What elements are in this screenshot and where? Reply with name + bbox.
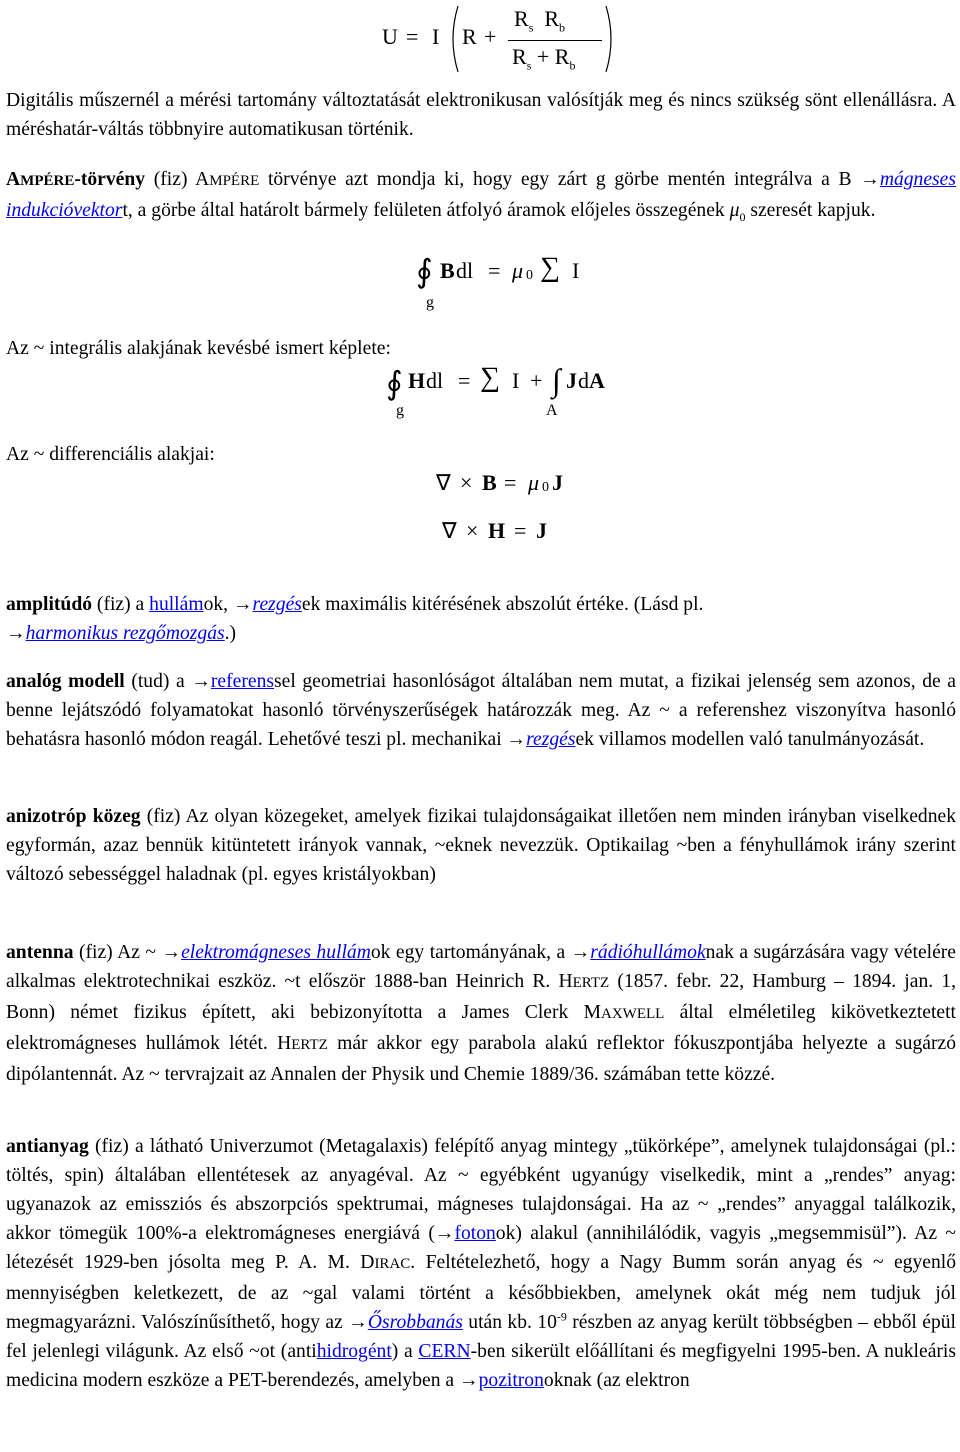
link-hidrogent[interactable]: hidrogént (316, 1341, 392, 1362)
term-ampere: AMPÉRE-törvény (6, 169, 146, 190)
equation-ampere-maxwell: ∮ H dl = ∑ I + ∫ J d A g A (386, 362, 605, 419)
link-radiohullamok[interactable]: rádióhullámok (590, 942, 706, 963)
entry-anizotrop-kozeg: anizotróp közeg (fiz) Az olyan közegeket, amelyek fizikai tulajdonságaikat illetően nem minden irányban viselkednek egyformán, azaz bennük kitüntetett irányok vannak, ~eknek nevezzük. Optikailag ~ben a fényhullámok irány szerint változó sebességgel haladnak (pl. egyes kristályokban) (6, 806, 956, 885)
entry-amplitudo: amplitúdó (fiz) a hullámok, →rezgések maximális kitérésének abszolút értéke. (Lásd pl. →harmonikus rezgőmozgás.) (6, 594, 704, 644)
frac-den: $R_s + R_b$ (512, 44, 576, 73)
equation-curl-b: ∇ × B = μ 0 J (436, 470, 563, 495)
entry-antianyag: antianyag (fiz) a látható Univerzumot (Metagalaxis) felépítő anyag mintegy „tükörképe”, amelynek tulajdonságai (pl.: töltés, spin) általában ellentétesek az anyagéval. Az ~ egyébként ugyanúgy viselkedik, mint a „rendes” anyag: ugyanazok az emissziós és abszorpciós spektrumai, mágneses tulajdonságai. Ha az ~ „rendes” anyaggal találkozik, akkor tömegük 100%-a elektromágneses energiává (→fotonok) alakul (annihilálódik, vagyis „megsemmisül”). Az ~ létezését 1929-ben jósolta meg P. A. M. DIRAC. Feltételezhető, hogy a Nagy Bumm során anyag és ~ egyenlő mennyiségben keletkezett, de az ~gal valami történt a későbbiekben, amelynek okát még nem tudjuk jól megmagyarázni. Valószínűsíthető, hogy az →Ősrobbanás után kb. $10^{-9}$ részben az anyag került többségben – ebből épül fel jelenlegi világunk. Az első ~ot (antihidrogént) a CERN-ben sikerült előállítani és megfigyelni 1995-ben. A nukleáris medicina modern eszköze a PET-berendezés, amelyben a →pozitronoknak (az elektron (6, 1136, 957, 1391)
equation-ampere-integral: ∮ B dl = μ 0 ∑ I g (416, 252, 580, 311)
equation-curl-h: ∇ × H = J (442, 518, 547, 543)
link-hullam[interactable]: hullám (149, 594, 204, 615)
entry-antenna: antenna (fiz) Az ~ →elektromágneses hullámok egy tartományának, a →rádióhullámoknak a sugárzására vagy vételére alkalmas elektrotechnikai eszköz. ~t először 1888-ban Heinrich R. HERTZ (1857. febr. 22, Hamburg – 1894. jan. 1, Bonn) német fizikus épített, aki bebizonyította a James Clerk MAXWELL által elméletileg kikövetkeztetett elektromágneses hullámok létét. HERTZ már akkor egy parabola alakú reflektor fókuszpontjába helyezte a sugárzó dipólantennát. Az ~ tervrajzait az Annalen der Physik und Chemie 1889/36. számában tette közzé. (6, 942, 956, 1085)
intro-paragraph: Digitális műszernél a mérési tartomány változtatását elektronikusan valósítják meg és nincs szükség sönt ellenállásra. A méréshatár-váltás többnyire automatikusan történik. (6, 90, 956, 140)
link-rezges[interactable]: rezgés (252, 594, 302, 615)
link-elektromagneses-hullam[interactable]: elektromágneses hullám (181, 942, 371, 963)
integral-label: Az ~ integrális alakjának kevésbé ismert képlete: (6, 338, 391, 359)
link-pozitron[interactable]: pozitron (478, 1370, 544, 1391)
link-harmonikus-rezgomozgas[interactable]: harmonikus rezgőmozgás (25, 623, 225, 644)
link-magneses-indukciovektor[interactable]: mágneses indukcióvektor (6, 169, 956, 221)
link-referens[interactable]: referens (210, 671, 274, 692)
frac-bar (508, 40, 602, 41)
ampere-paragraph: AMPÉRE-törvény (fiz) AMPÉRE törvénye azt mondja ki, hogy egy zárt g görbe mentén integrálva a B →mágneses indukcióvektort, a görbe által határolt bármely felületen átfolyó áramok előjeles összegének $\mu_0$ szeresét kapjuk. (6, 169, 956, 224)
diff-label: Az ~ differenciális alakjai: (6, 444, 215, 465)
paren-left (448, 4, 460, 74)
frac-num: $R_s$ $R_b$ (514, 6, 566, 35)
entry-analog-modell: analóg modell (tud) a →referenssel geometriai hasonlóságot általában nem mutat, a fizikai jelenség sem azonos, de a benne lejátszódó folyamatokat hasonló törvényszerűségek határozzák meg. Az ~ a referenshez viszonyítva hasonló behatásra hasonló módon reagál. Lehetővé teszi pl. mechanikai →rezgések villamos modellen való tanulmányozását. (6, 671, 956, 750)
link-osrobbanas[interactable]: Ősrobbanás (367, 1312, 463, 1333)
equation-voltage: U = I R + $R_s$ $R_b$ $R_s + R_b$ (382, 4, 622, 76)
link-foton[interactable]: foton (454, 1223, 496, 1244)
paren-right (604, 4, 616, 74)
link-rezges-2[interactable]: rezgés (526, 729, 576, 750)
link-cern[interactable]: CERN (418, 1341, 471, 1362)
